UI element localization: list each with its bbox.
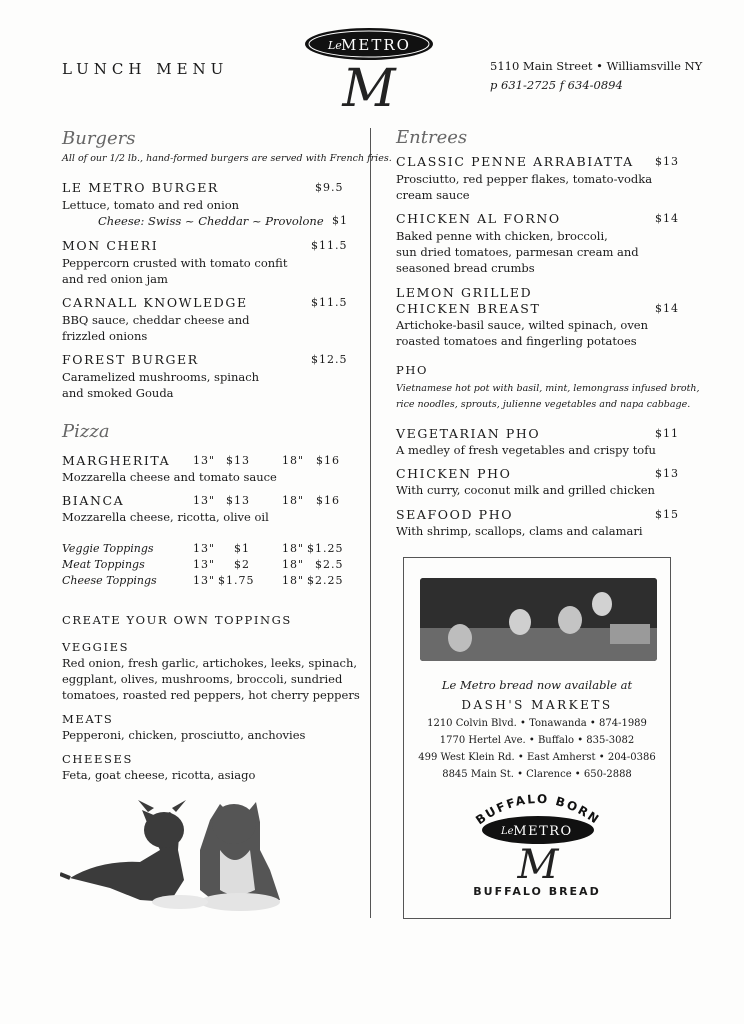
cheese-price: $1 — [332, 214, 348, 227]
menu-item-name: SEAFOOD PHO — [396, 507, 514, 522]
column-divider — [370, 128, 371, 918]
store-location: 499 West Klein Rd. • East Amherst • 204-0386 — [418, 752, 656, 763]
pizza-size: 18" — [282, 494, 305, 507]
cheeses-heading: CHEESES — [62, 752, 133, 766]
menu-item-desc: roasted tomatoes and fingerling potatoes — [396, 334, 637, 348]
menu-item-desc: Peppercorn crusted with tomato confit — [62, 256, 288, 270]
topping-size: 13" — [193, 558, 216, 571]
cheese-option: Cheese: Swiss ~ Cheddar ~ Provolone — [98, 214, 324, 228]
store-location: 1210 Colvin Blvd. • Tonawanda • 874-1989 — [427, 718, 647, 729]
veggies-list: eggplant, olives, mushrooms, broccoli, sundried — [62, 672, 343, 686]
menu-item-desc: Prosciutto, red pepper flakes, tomato-vodka — [396, 172, 653, 186]
phone-fax-line: p 631-2725 f 634-0894 — [490, 78, 623, 92]
logo-text: METRO — [513, 824, 573, 839]
veggies-list: tomatoes, roasted red peppers, hot cherry peppers — [62, 688, 360, 702]
dogs-photo — [60, 790, 300, 920]
topping-price: $1.25 — [307, 542, 344, 555]
veggies-heading: VEGGIES — [62, 640, 130, 654]
entrees-heading: Entrees — [396, 127, 468, 148]
topping-price: $1.75 — [218, 574, 255, 587]
menu-item-desc: sun dried tomatoes, parmesan cream and — [396, 245, 639, 259]
menu-item-price: $11.5 — [311, 239, 348, 252]
menu-item-price: $11 — [655, 427, 679, 440]
menu-item-price: $12.5 — [311, 353, 348, 366]
menu-item-name: LE METRO BURGER — [62, 180, 219, 195]
topping-size: 18" — [282, 558, 305, 571]
menu-item-name: CHICKEN PHO — [396, 466, 512, 481]
menu-item-price: $15 — [655, 508, 679, 521]
menu-item-desc: Mozzarella cheese, ricotta, olive oil — [62, 510, 269, 524]
pho-note: rice noodles, sprouts, julienne vegetables and napa cabbage. — [396, 399, 691, 410]
menu-item-name: BIANCA — [62, 493, 125, 508]
le-metro-logo — [300, 22, 438, 114]
topping-size: 18" — [282, 574, 305, 587]
store-name: DASH'S MARKETS — [461, 698, 613, 712]
pizza-price: $16 — [316, 494, 340, 507]
menu-item-desc: and smoked Gouda — [62, 386, 174, 400]
topping-label: Cheese Toppings — [62, 574, 157, 587]
menu-item-price: $13 — [655, 155, 679, 168]
menu-item-name: MARGHERITA — [62, 453, 171, 468]
menu-item-name: CHICKEN AL FORNO — [396, 211, 561, 226]
menu-item-desc: Caramelized mushrooms, spinach — [62, 370, 260, 384]
topping-price: $2.25 — [307, 574, 344, 587]
burgers-note: All of our 1/2 lb., hand-formed burgers are served with French fries. — [62, 153, 392, 164]
menu-item-name: CARNALL KNOWLEDGE — [62, 295, 248, 310]
menu-item-desc: Artichoke-basil sauce, wilted spinach, oven — [396, 318, 649, 332]
arc-text: BUFFALO BORN — [473, 791, 603, 828]
children-photo — [420, 578, 657, 661]
menu-item-price: $11.5 — [311, 296, 348, 309]
menu-item-desc: With shrimp, scallops, clams and calamari — [396, 524, 643, 538]
veggies-list: Red onion, fresh garlic, artichokes, leeks, spinach, — [62, 656, 358, 670]
cheeses-list: Feta, goat cheese, ricotta, asiago — [62, 768, 256, 782]
pizza-size: 13" — [193, 494, 216, 507]
topping-price: $1 — [234, 542, 250, 555]
menu-item-name: CLASSIC PENNE ARRABIATTA — [396, 154, 634, 169]
menu-item-desc: and red onion jam — [62, 272, 168, 286]
pho-note: Vietnamese hot pot with basil, mint, lemongrass infused broth, — [396, 383, 700, 394]
restaurant-address — [490, 57, 702, 95]
menu-item-name: VEGETARIAN PHO — [396, 426, 541, 441]
logo-text: METRO — [341, 36, 411, 54]
topping-price: $2.5 — [315, 558, 344, 571]
topping-label: Meat Toppings — [62, 558, 145, 571]
menu-item-desc: cream sauce — [396, 188, 470, 202]
promo-tagline: Le Metro bread now available at — [441, 678, 633, 692]
menu-item-price: $14 — [655, 212, 679, 225]
pizza-heading: Pizza — [62, 421, 110, 442]
logo-prefix: Le — [501, 826, 514, 837]
pizza-size: 18" — [282, 454, 305, 467]
burgers-heading: Burgers — [62, 128, 136, 149]
menu-item-name: LEMON GRILLED — [396, 285, 533, 300]
topping-size: 18" — [282, 542, 305, 555]
meats-list: Pepperoni, chicken, prosciutto, anchovies — [62, 728, 306, 742]
logo-monogram: M — [517, 842, 559, 886]
topping-price: $2 — [234, 558, 250, 571]
menu-item-desc: frizzled onions — [62, 329, 148, 343]
menu-item-name: FOREST BURGER — [62, 352, 199, 367]
topping-label: Veggie Toppings — [62, 542, 154, 555]
pizza-price: $13 — [226, 454, 250, 467]
menu-item-name: MON CHERI — [62, 238, 159, 253]
menu-item-desc: Baked penne with chicken, broccoli, — [396, 229, 608, 243]
menu-item-desc: seasoned bread crumbs — [396, 261, 535, 275]
buffalo-bread-text: BUFFALO BREAD — [473, 885, 601, 898]
menu-item-desc: With curry, coconut milk and grilled chicken — [396, 483, 655, 497]
menu-item-desc: Mozzarella cheese and tomato sauce — [62, 470, 277, 484]
menu-item-desc: Lettuce, tomato and red onion — [62, 198, 240, 212]
menu-item-desc: A medley of fresh vegetables and crispy tofu — [396, 443, 656, 457]
menu-item-desc: BBQ sauce, cheddar cheese and — [62, 313, 250, 327]
menu-item-price: $9.5 — [315, 181, 344, 194]
meats-heading: MEATS — [62, 712, 114, 726]
store-location: 8845 Main St. • Clarence • 650-2888 — [442, 769, 632, 780]
menu-item-name: CHICKEN BREAST — [396, 301, 541, 316]
buffalo-born-logo — [463, 786, 613, 886]
logo-prefix: Le — [328, 39, 342, 52]
store-location: 1770 Hertel Ave. • Buffalo • 835-3082 — [439, 735, 635, 746]
topping-size: 13" — [193, 574, 216, 587]
create-heading: CREATE YOUR OWN TOPPINGS — [62, 613, 292, 627]
pizza-size: 13" — [193, 454, 216, 467]
pho-heading: PHO — [396, 363, 428, 377]
page-title: LUNCH MENU — [62, 60, 229, 78]
menu-item-price: $14 — [655, 302, 679, 315]
topping-size: 13" — [193, 542, 216, 555]
pizza-price: $16 — [316, 454, 340, 467]
address-line: 5110 Main Street • Williamsville NY — [490, 59, 703, 73]
logo-monogram: M — [342, 59, 396, 114]
pizza-price: $13 — [226, 494, 250, 507]
menu-item-price: $13 — [655, 467, 679, 480]
